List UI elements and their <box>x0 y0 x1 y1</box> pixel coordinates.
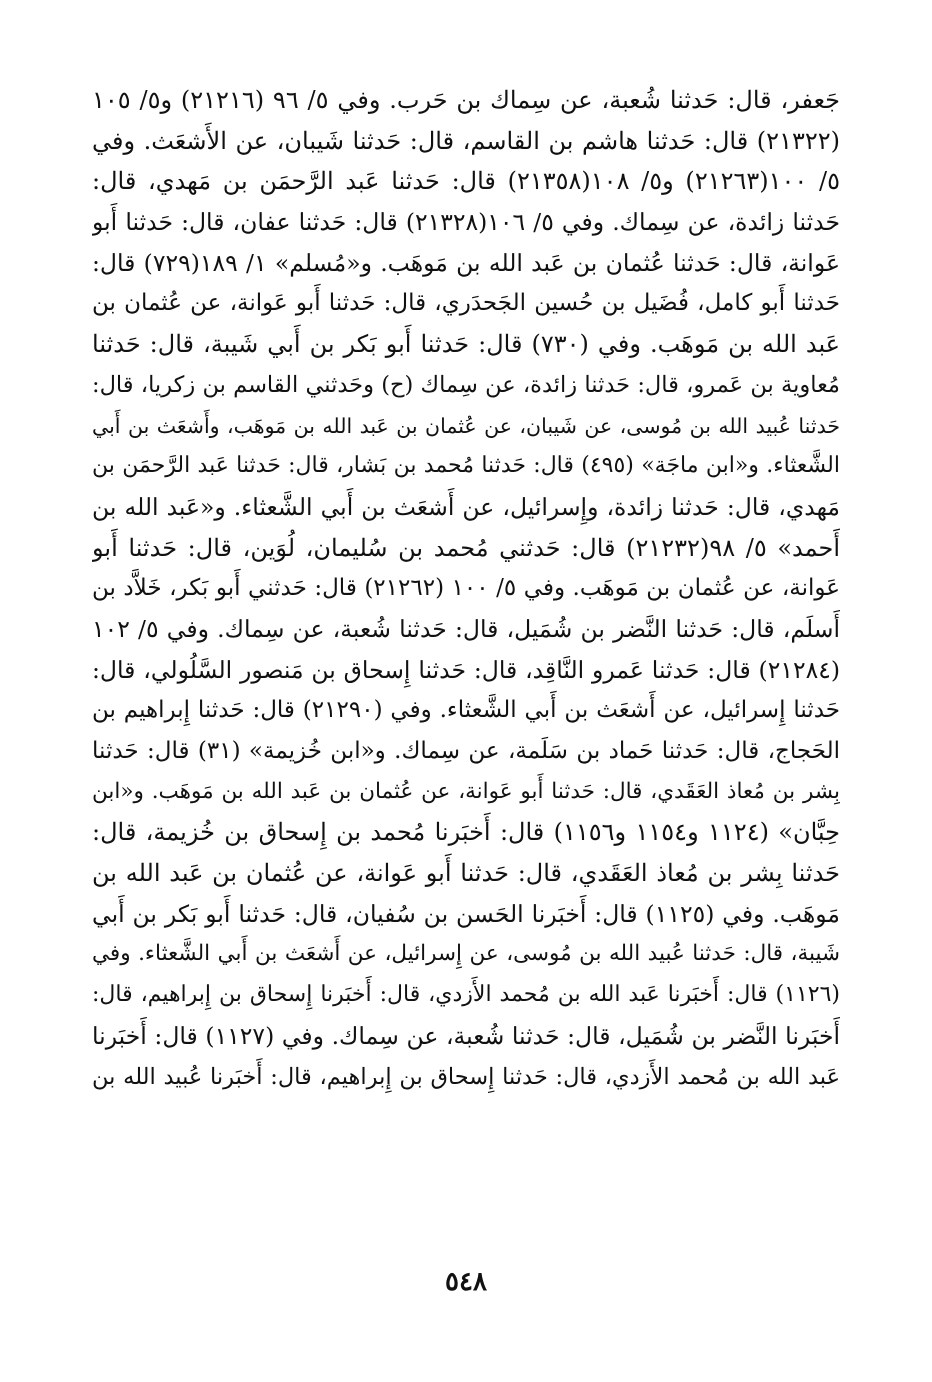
text-line: بِشر بن مُعاذ العَقَدي، قال: حَدثنا أَبو عَوانة، عن عُثمان بن عَبد الله بن مَوهَب. و«ابن <box>92 778 840 804</box>
text-line: حَدثنا عُبيد الله بن مُوسى، عن شَيبان، عن عُثمان بن عَبد الله بن مَوهَب، وأَشعَث بن أَبي <box>92 413 840 438</box>
text-line: (١١٢٦) قال: أَخبَرنا عَبد الله بن مُحمد الأَزدي، قال: أَخبَرنا إِسحاق بن إِبراهيم، قال: <box>92 982 840 1008</box>
text-line: أَحمد» ٥/ ٩٨(٢١٢٣٢) قال: حَدثني مُحمد بن سُليمان، لُوَين، قال: حَدثنا أَبو <box>92 533 840 562</box>
text-line: الشَّعثاء. و«ابن ماجَة» (٤٩٥) قال: حَدثنا مُحمد بن بَشار، قال: حَدثنا عَبد الرَّحمَن بن <box>92 453 840 479</box>
text-line: حَدثنا إِسرائيل، عن أَشعَث بن أَبي الشَّعثاء. وفي (٢١٢٩٠) قال: حَدثنا إِبراهيم بن <box>92 697 840 724</box>
text-line: شَيبة، قال: حَدثنا عُبيد الله بن مُوسى، عن إِسرائيل، عن أَشعَث بن أَبي الشَّعثاء. وفي <box>92 941 840 967</box>
text-line: مَوهَب. وفي (١١٢٥) قال: أَخبَرنا الحَسن بن سُفيان، قال: حَدثنا أَبو بَكر بن أَبي <box>92 899 840 928</box>
text-line: حَدثنا زائدة، عن سِماك. وفي ٥/ ١٠٦(٢١٣٢٨) قال: حَدثنا عفان، قال: حَدثنا أَبو <box>92 208 840 237</box>
text-line: عَوانة، عن عُثمان بن مَوهَب. وفي ٥/ ١٠٠ (٢١٢٦٢) قال: حَدثني أَبو بَكر، خَلاَّد بن <box>92 575 840 602</box>
text-line: مَهدي، قال: حَدثنا زائدة، وإِسرائيل، عن أَشعَث بن أَبي الشَّعثاء. و«عَبد الله بن <box>92 492 840 521</box>
text-line: حَدثنا بِشر بن مُعاذ العَقَدي، قال: حَدثنا أَبو عَوانة، عن عُثمان بن عَبد الله بن <box>92 859 840 888</box>
page-number: ٥٤٨ <box>445 1267 487 1297</box>
text-line: عَبد الله بن مُحمد الأَزدي، قال: حَدثنا إِسحاق بن إِبراهيم، قال: أَخبَرنا عُبيد الله بن <box>92 1063 840 1090</box>
text-line: ٥/ ١٠٠(٢١٢٦٣) و٥/ ١٠٨(٢١٣٥٨) قال: حَدثنا عَبد الرَّحمَن بن مَهدي، قال: <box>92 167 840 196</box>
text-line: جَعفر، قال: حَدثنا شُعبة، عن سِماك بن حَرب. وفي ٥/ ٩٦ (٢١٢١٦) و٥/ ١٠٥ <box>92 86 840 114</box>
text-line: حَدثنا أَبو كامل، فُضَيل بن حُسين الجَحدَري، قال: حَدثنا أَبو عَوانة، عن عُثمان بن <box>92 290 840 317</box>
text-line: أَسلَم، قال: حَدثنا النَّضر بن شُمَيل، قال: حَدثنا شُعبة، عن سِماك. وفي ٥/ ١٠٢ <box>92 614 840 643</box>
text-line: أَخبَرنا النَّضر بن شُمَيل، قال: حَدثنا شُعبة، عن سِماك. وفي (١١٢٧) قال: أَخبَرنا <box>92 1021 840 1050</box>
text-line: (٢١٢٨٤) قال: حَدثنا عَمرو النَّاقِد، قال: حَدثنا إِسحاق بن مَنصور السَّلُولي، قال: <box>92 655 840 684</box>
text-line: (٢١٣٢٢) قال: حَدثنا هاشم بن القاسم، قال: حَدثنا شَيبان، عن الأَشعَث. وفي <box>92 126 840 155</box>
text-line: عَوانة، قال: حَدثنا عُثمان بن عَبد الله بن مَوهَب. و«مُسلم» ١/ ١٨٩(٧٢٩) قال: <box>92 248 840 277</box>
text-line: عَبد الله بن مَوهَب. وفي (٧٣٠) قال: حَدثنا أَبو بَكر بن أَبي شَيبة، قال: حَدثنا <box>92 330 840 359</box>
text-line: الحَجاج، قال: حَدثنا حَماد بن سَلَمة، عن سِماك. و«ابن خُزيمة» (٣١) قال: حَدثنا <box>92 738 840 764</box>
body-text <box>92 80 840 1097</box>
text-line: مُعاوية بن عَمرو، قال: حَدثنا زائدة، عن سِماك (ح) وحَدثني القاسم بن زكريا، قال: <box>92 371 840 398</box>
text-line: حِبَّان» (١١٢٤ و١١٥٤ و١١٥٦) قال: أَخبَرنا مُحمد بن إِسحاق بن خُزيمة، قال: <box>92 818 840 847</box>
